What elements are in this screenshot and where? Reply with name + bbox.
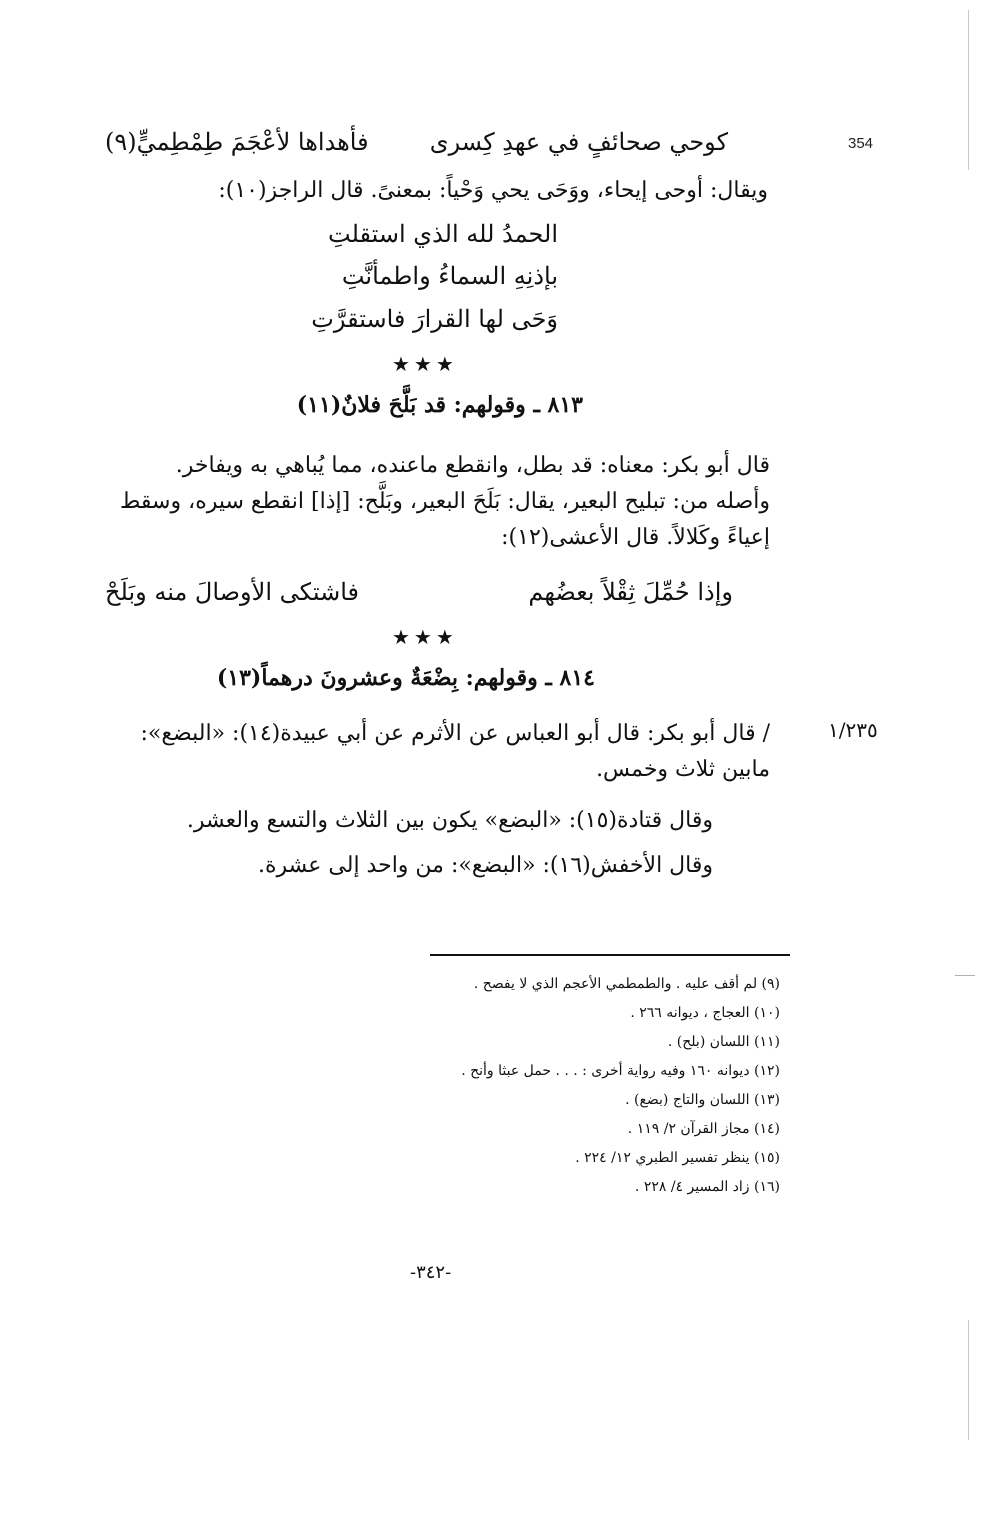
page-id: 354 <box>848 135 874 152</box>
paragraph-813-line-2: وأصله من: تبليح البعير، يقال: بَلَحَ البعير، وبَلَّح: [إذا] انقطع سيره، وسقط <box>120 489 770 514</box>
paragraph-814-line-2: مابين ثلاث وخمس. <box>596 757 770 782</box>
line-akhfash: وقال الأخفش(١٦): «البضع»: من واحد إلى عشرة. <box>258 853 713 878</box>
footnote-11: (١١) اللسان (بلح) . <box>667 1034 780 1050</box>
paragraph-813 <box>70 448 770 556</box>
footnote-13: (١٣) اللسان والتاج (بضع) . <box>625 1092 780 1108</box>
line-qatada: وقال قتادة(١٥): «البضع» يكون بين الثلاث والتسع والعشر. <box>186 808 713 833</box>
footnote-15: (١٥) ينظر تفسير الطبري ١٢/ ٢٢٤ . <box>575 1150 780 1166</box>
footnote-9: (٩) لم أقف عليه . والطمطمي الأعجم الذي لا يفصح . <box>473 976 780 992</box>
heading-813: ٨١٣ ـ وقولهم: قد بَلَّحَ فلانٌ(١١) <box>296 392 583 418</box>
paragraph-814-line-1: / قال أبو بكر: قال أبو العباس عن الأثرم عن أبي عبيدة(١٤): «البضع»: <box>140 721 770 746</box>
footnote-14: (١٤) مجاز القرآن ٢/ ١١٩ . <box>627 1121 780 1137</box>
section-divider-stars-2: ★★★ <box>392 625 458 649</box>
rajaz-line-1: الحمدُ لله الذي استقلتِ <box>328 220 558 248</box>
verse-top-left-hemistich: فأهداها لأعْجَمَ طِمْطِميٍّ(٩) <box>105 128 369 156</box>
footnote-16: (١٦) زاد المسير ٤/ ٢٢٨ . <box>634 1179 780 1195</box>
footnote-separator <box>430 954 790 956</box>
rajaz-line-3: وَحَى لها القرارَ فاستقرَّتِ <box>311 305 558 333</box>
verse-asha-right-hemistich: وإذا حُمِّلَ ثِقْلاً بعضُهم <box>528 578 733 606</box>
footnotes <box>380 970 780 1202</box>
verse-top-right-hemistich: كوحي صحائفٍ في عهدِ كِسرى <box>429 128 728 156</box>
line-wayuqal: ويقال: أوحى إيحاء، ووَحَى يحي وَحْياً: بمعنىً. قال الراجز(١٠): <box>218 178 768 203</box>
section-divider-stars: ★★★ <box>392 352 458 376</box>
footnote-12: (١٢) ديوانه ١٦٠ وفيه رواية أخرى : . . . حمل عبثا وأنح . <box>461 1063 780 1079</box>
heading-814: ٨١٤ ـ وقولهم: بِضْعَةٌ وعشرونَ درهماً(١٣) <box>216 665 595 691</box>
paragraph-813-line-3: إعياءً وكَلالاً. قال الأعشى(١٢): <box>501 525 770 550</box>
scan-edge-dash <box>955 975 975 976</box>
paragraph-814 <box>70 716 770 788</box>
paragraph-813-line-1: قال أبو بكر: معناه: قد بطل، وانقطع ماعنده، مما يُباهي به ويفاخر. <box>175 453 770 478</box>
footnote-10: (١٠) العجاج ، ديوانه ٢٦٦ . <box>630 1005 780 1021</box>
scan-edge-mark <box>968 10 969 170</box>
scan-edge-mark-lower <box>968 1320 969 1440</box>
page-number: -٣٤٢- <box>410 1262 452 1283</box>
verse-asha-left-hemistich: فاشتكى الأوصالَ منه وبَلَحْ <box>105 578 360 606</box>
side-reference: ١/٢٣٥ <box>828 718 878 742</box>
rajaz-line-2: بإذنِهِ السماءُ واطمأنَّتِ <box>341 262 558 290</box>
